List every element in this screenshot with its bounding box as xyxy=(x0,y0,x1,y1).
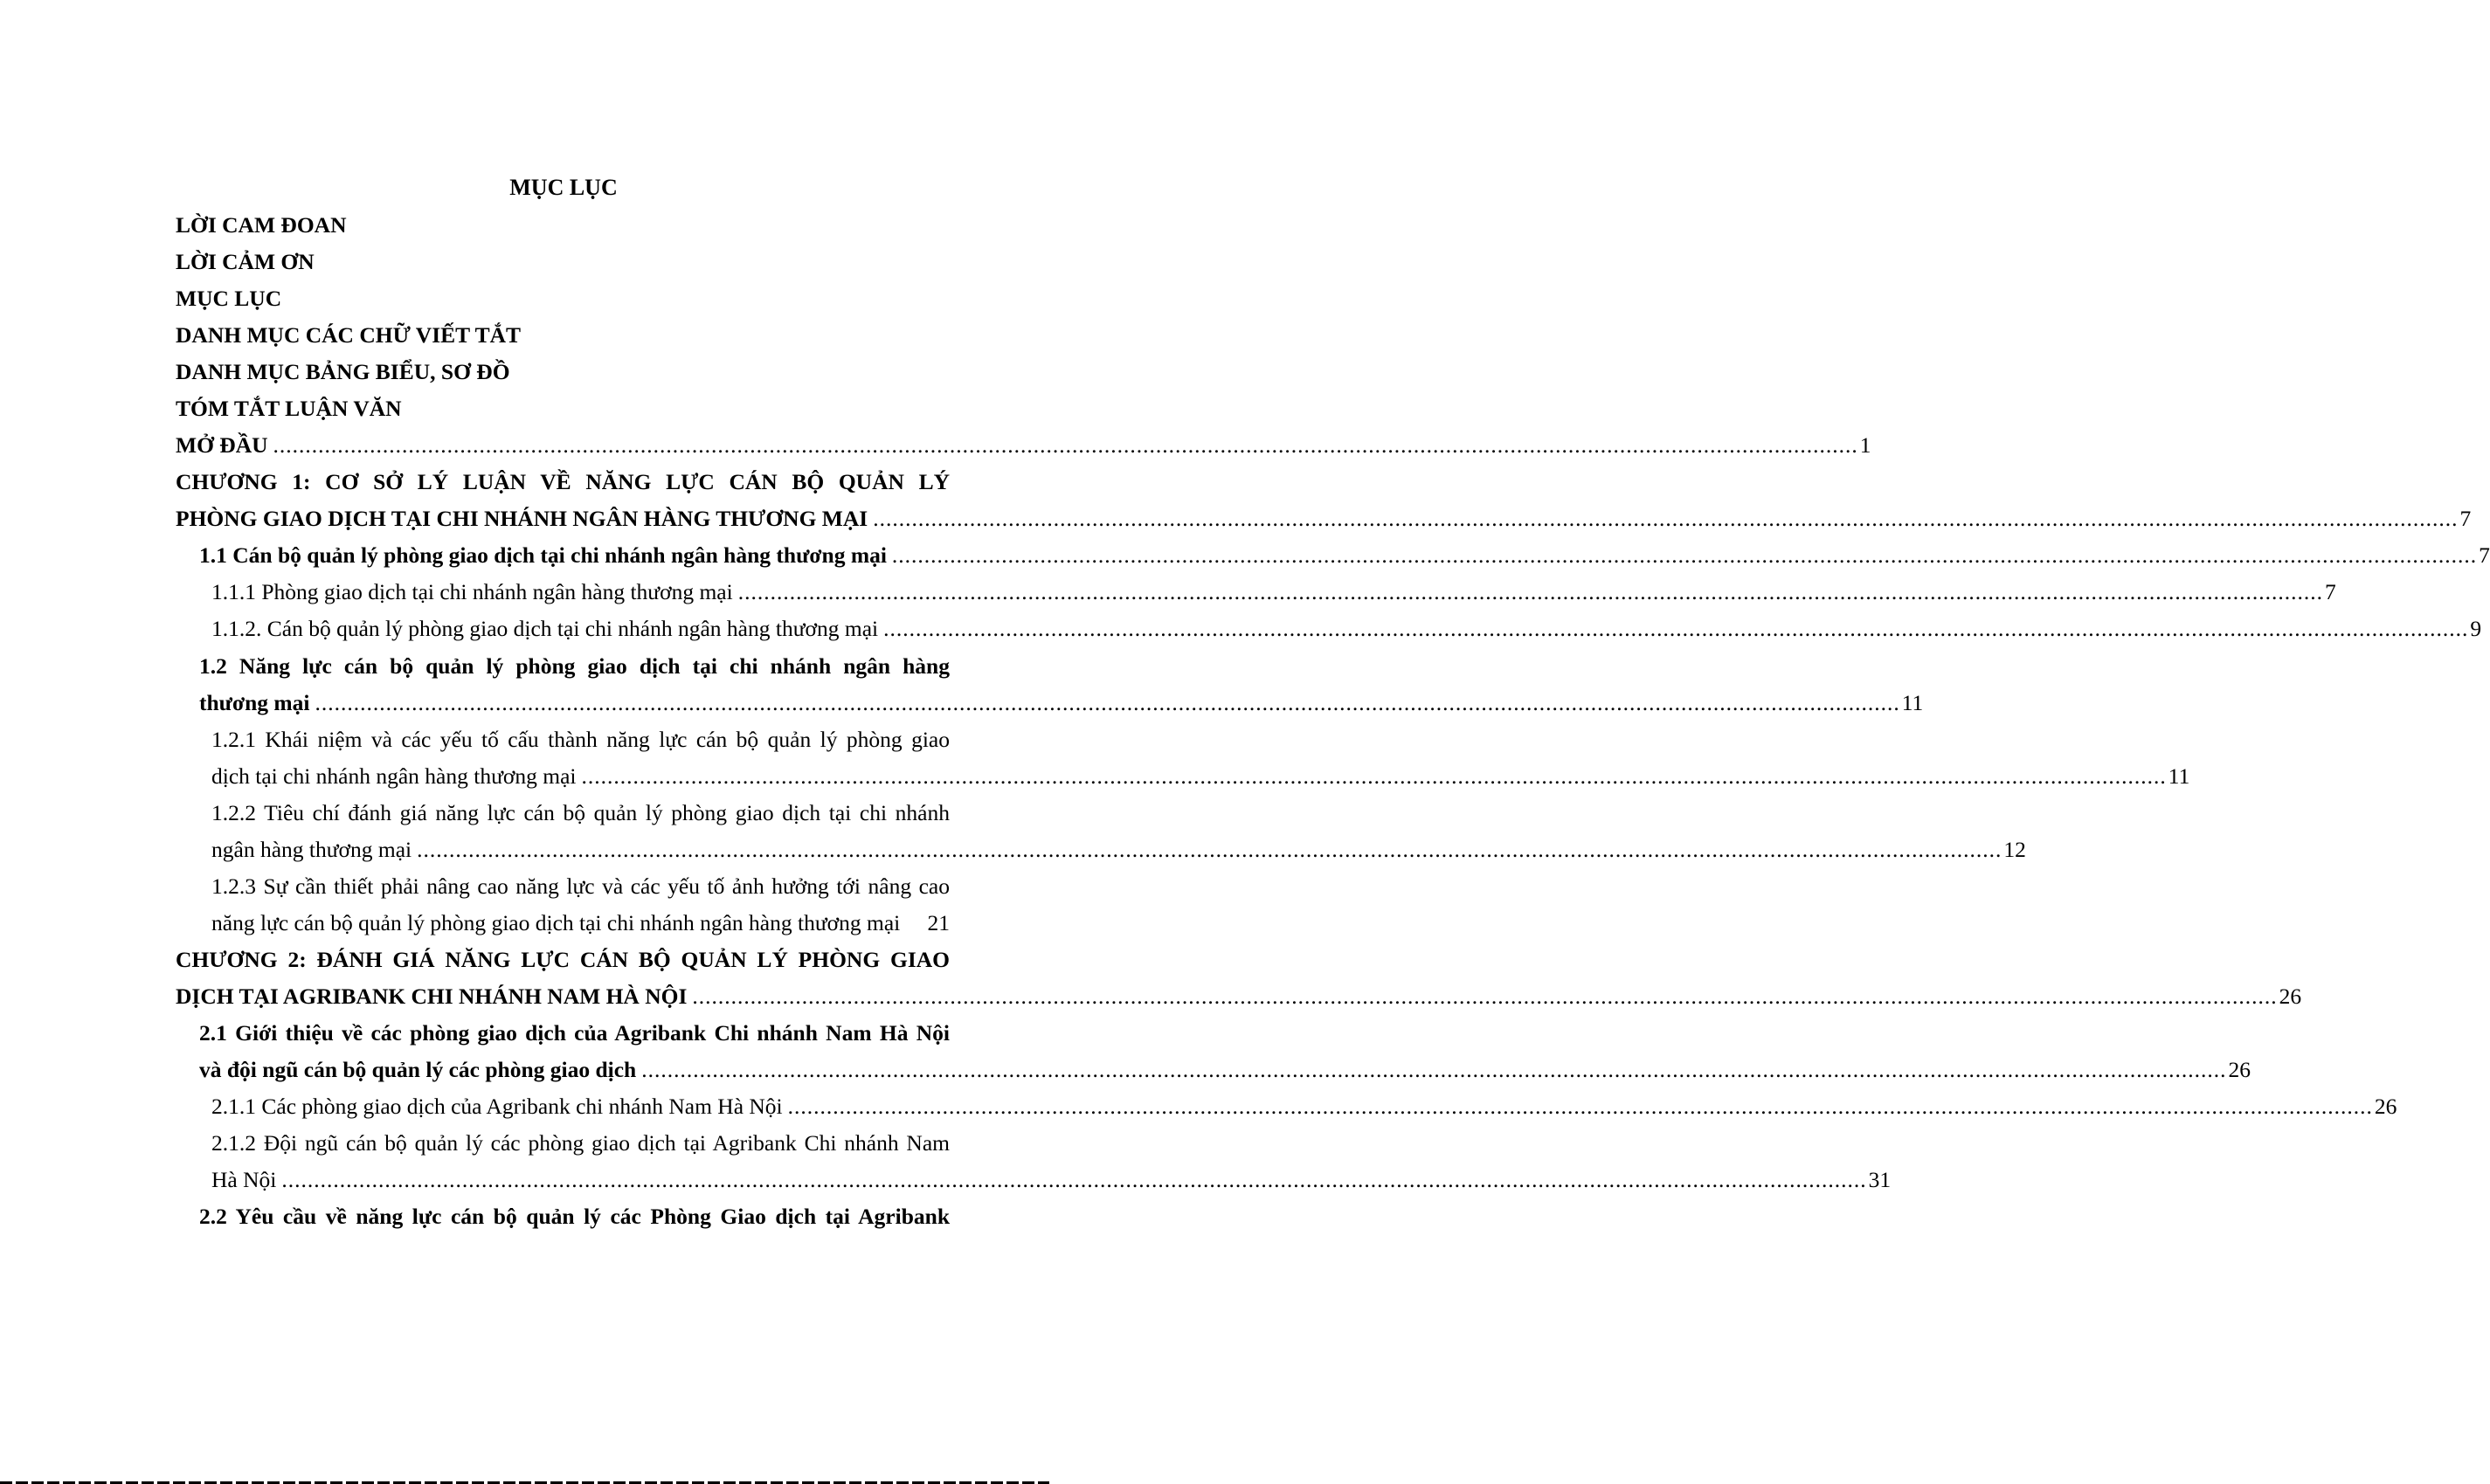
toc-item-loi-cam-on: LỜI CẢM ƠN xyxy=(176,249,315,274)
toc-entry-text: 1.1.2. Cán bộ quản lý phòng giao dịch tại chi nhánh ngân hàng thương mại xyxy=(211,616,879,641)
toc-chapter-1-line1: CHƯƠNG 1: CƠ SỞ LÝ LUẬN VỀ NĂNG LỰC CÁN BỘ QUẢN LÝ xyxy=(176,469,950,494)
toc-entry-text: 2.1.1 Các phòng giao dịch của Agribank chi nhánh Nam Hà Nội xyxy=(211,1094,783,1119)
page-number: 7 xyxy=(2479,542,2490,568)
dot-leader: ...................................................................................................................................................................................................................................................... xyxy=(873,506,2459,531)
page-number: 11 xyxy=(1901,690,1924,715)
page-number: 7 xyxy=(2324,579,2336,604)
toc-item-danh-muc-bang-bieu: DANH MỤC BẢNG BIỂU, SƠ ĐỒ xyxy=(176,359,510,384)
dot-leader: ...................................................................................................................................................................................................................................................... xyxy=(692,984,2278,1009)
toc-entry-text: dịch tại chi nhánh ngân hàng thương mại xyxy=(211,763,577,789)
dot-leader: ...................................................................................................................................................................................................................................................... xyxy=(883,616,2469,641)
page-number: 26 xyxy=(2279,984,2302,1009)
toc-chapter-1-line2 xyxy=(176,504,2472,534)
toc-chapter-2-line2 xyxy=(176,982,2302,1011)
toc-entry-text: ngân hàng thương mại xyxy=(211,837,412,862)
page-number: 11 xyxy=(2168,763,2190,789)
page-number: 31 xyxy=(1868,1167,1892,1192)
toc-entry-text: DỊCH TẠI AGRIBANK CHI NHÁNH NAM HÀ NỘI xyxy=(176,984,688,1009)
dot-leader: ...................................................................................................................................................................................................................................................... xyxy=(737,579,2323,604)
toc-section-1-2-line2 xyxy=(199,688,1924,718)
toc-section-2-1-line2 xyxy=(199,1055,2251,1085)
toc-item-tom-tat: TÓM TẮT LUẬN VĂN xyxy=(176,396,402,421)
toc-section-2-1-2-line2 xyxy=(211,1165,1892,1195)
toc-section-1-2-line1: 1.2 Năng lực cán bộ quản lý phòng giao dịch tại chi nhánh ngân hàng xyxy=(199,653,950,679)
toc-section-2-2-line1: 2.2 Yêu cầu về năng lực cán bộ quản lý các Phòng Giao dịch tại Agribank xyxy=(199,1204,950,1229)
toc-section-1-2-3-line1: 1.2.3 Sự cần thiết phải nâng cao năng lực và các yếu tố ảnh hưởng tới nâng cao xyxy=(211,873,950,899)
toc-section-2-1-2-line1: 2.1.2 Đội ngũ cán bộ quản lý các phòng giao dịch tại Agribank Chi nhánh Nam xyxy=(211,1130,950,1156)
dot-leader: ...................................................................................................................................................................................................................................................... xyxy=(581,763,2167,789)
toc-entry-mo-dau xyxy=(176,431,1871,460)
toc-entry-text: 1.1 Cán bộ quản lý phòng giao dịch tại chi nhánh ngân hàng thương mại xyxy=(199,542,887,568)
toc-entry-text: MỞ ĐẦU xyxy=(176,432,268,458)
toc-item-loi-cam-doan: LỜI CAM ĐOAN xyxy=(176,212,347,238)
toc-section-1-1-1 xyxy=(211,577,2336,607)
dot-leader: ...................................................................................................................................................................................................................................................... xyxy=(417,837,2002,862)
page-number: 21 xyxy=(927,910,950,935)
toc-section-1-2-2-line1: 1.2.2 Tiêu chí đánh giá năng lực cán bộ quản lý phòng giao dịch tại chi nhánh xyxy=(211,800,950,825)
toc-item-muc-luc: MỤC LỤC xyxy=(176,286,282,311)
page-number: 9 xyxy=(2470,616,2482,641)
page-number: 1 xyxy=(1859,432,1871,458)
page-number: 26 xyxy=(2374,1094,2397,1119)
dot-leader: ...................................................................................................................................................................................................................................................... xyxy=(641,1057,2227,1082)
toc-section-1-2-1-line2 xyxy=(211,762,2190,791)
dot-leader: ...................................................................................................................................................................................................................................................... xyxy=(891,542,2478,568)
page-number: 7 xyxy=(2459,506,2472,531)
dot-leader: ...................................................................................................................................................................................................................................................... xyxy=(281,1167,1867,1192)
toc-section-1-1 xyxy=(199,541,2490,570)
toc-entry-text: năng lực cán bộ quản lý phòng giao dịch tại chi nhánh ngân hàng thương mại xyxy=(211,910,901,935)
toc-section-1-2-2-line2 xyxy=(211,835,2026,865)
toc-entry-text: thương mại xyxy=(199,690,310,715)
toc-section-2-1-line1: 2.1 Giới thiệu về các phòng giao dịch của Agribank Chi nhánh Nam Hà Nội xyxy=(199,1020,950,1046)
toc-section-2-1-1 xyxy=(211,1092,2397,1122)
toc-title: MỤC LỤC xyxy=(509,175,618,200)
toc-section-1-2-1-line1: 1.2.1 Khái niệm và các yếu tố cấu thành năng lực cán bộ quản lý phòng giao xyxy=(211,727,950,752)
toc-section-1-1-2 xyxy=(211,614,2482,644)
dot-leader: ...................................................................................................................................................................................................................................................... xyxy=(315,690,1900,715)
page-number: 26 xyxy=(2228,1057,2251,1082)
toc-entry-text: 1.1.1 Phòng giao dịch tại chi nhánh ngân hàng thương mại xyxy=(211,579,733,604)
toc-entry-text: và đội ngũ cán bộ quản lý các phòng giao dịch xyxy=(199,1057,637,1082)
toc-item-danh-muc-viet-tat: DANH MỤC CÁC CHỮ VIẾT TẮT xyxy=(176,322,522,348)
toc-chapter-2-line1: CHƯƠNG 2: ĐÁNH GIÁ NĂNG LỰC CÁN BỘ QUẢN LÝ PHÒNG GIAO xyxy=(176,947,950,972)
dot-leader: ...................................................................................................................................................................................................................................................... xyxy=(273,432,1858,458)
toc-entry-text: PHÒNG GIAO DỊCH TẠI CHI NHÁNH NGÂN HÀNG THƯƠNG MẠI xyxy=(176,506,868,531)
toc-section-1-2-3-line2 xyxy=(211,908,950,938)
page-number: 12 xyxy=(2003,837,2026,862)
toc-entry-text: Hà Nội xyxy=(211,1167,277,1192)
dot-leader: ...................................................................................................................................................................................................................................................... xyxy=(787,1094,2373,1119)
